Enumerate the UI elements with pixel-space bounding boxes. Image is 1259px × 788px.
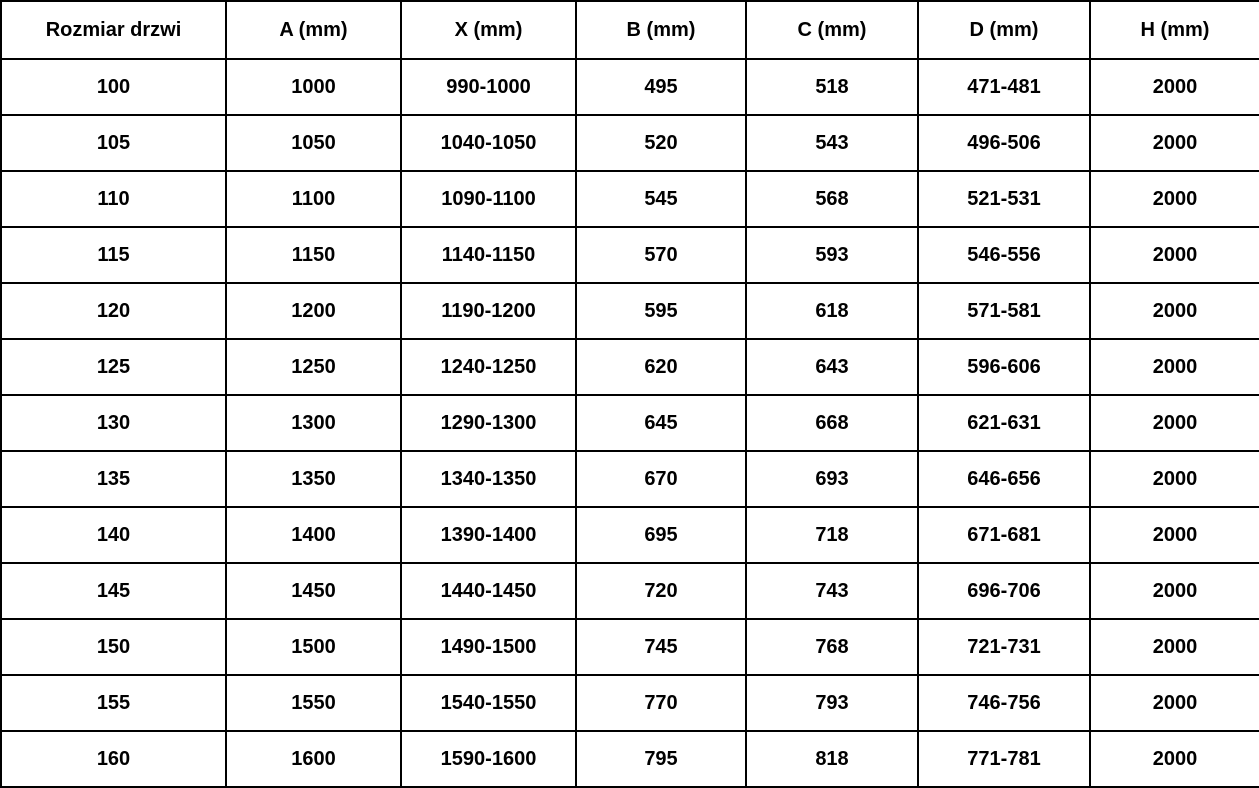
cell-door-size: 105	[1, 115, 226, 171]
cell-c: 543	[746, 115, 918, 171]
cell-x: 1540-1550	[401, 675, 576, 731]
cell-h: 2000	[1090, 115, 1259, 171]
cell-x: 1440-1450	[401, 563, 576, 619]
cell-a: 1450	[226, 563, 401, 619]
cell-d: 521-531	[918, 171, 1090, 227]
cell-c: 818	[746, 731, 918, 787]
cell-h: 2000	[1090, 507, 1259, 563]
cell-h: 2000	[1090, 339, 1259, 395]
table-row	[1, 339, 1259, 395]
table-row	[1, 115, 1259, 171]
cell-h: 2000	[1090, 227, 1259, 283]
cell-b: 670	[576, 451, 746, 507]
table-row	[1, 563, 1259, 619]
cell-c: 693	[746, 451, 918, 507]
cell-h: 2000	[1090, 451, 1259, 507]
cell-d: 696-706	[918, 563, 1090, 619]
cell-b: 645	[576, 395, 746, 451]
cell-b: 695	[576, 507, 746, 563]
column-header-a: A (mm)	[226, 1, 401, 59]
cell-x: 1340-1350	[401, 451, 576, 507]
cell-c: 743	[746, 563, 918, 619]
cell-x: 1040-1050	[401, 115, 576, 171]
cell-a: 1100	[226, 171, 401, 227]
cell-d: 746-756	[918, 675, 1090, 731]
cell-a: 1400	[226, 507, 401, 563]
cell-a: 1500	[226, 619, 401, 675]
cell-h: 2000	[1090, 171, 1259, 227]
cell-door-size: 135	[1, 451, 226, 507]
cell-door-size: 110	[1, 171, 226, 227]
table-row	[1, 283, 1259, 339]
table-row	[1, 451, 1259, 507]
cell-x: 1090-1100	[401, 171, 576, 227]
cell-d: 596-606	[918, 339, 1090, 395]
cell-a: 1550	[226, 675, 401, 731]
cell-h: 2000	[1090, 59, 1259, 115]
cell-c: 768	[746, 619, 918, 675]
cell-door-size: 160	[1, 731, 226, 787]
cell-x: 1390-1400	[401, 507, 576, 563]
cell-c: 793	[746, 675, 918, 731]
cell-c: 593	[746, 227, 918, 283]
cell-h: 2000	[1090, 619, 1259, 675]
cell-door-size: 130	[1, 395, 226, 451]
cell-d: 496-506	[918, 115, 1090, 171]
cell-d: 646-656	[918, 451, 1090, 507]
column-header-h: H (mm)	[1090, 1, 1259, 59]
column-header-d: D (mm)	[918, 1, 1090, 59]
cell-c: 618	[746, 283, 918, 339]
cell-b: 770	[576, 675, 746, 731]
cell-c: 518	[746, 59, 918, 115]
cell-c: 718	[746, 507, 918, 563]
cell-b: 595	[576, 283, 746, 339]
cell-a: 1050	[226, 115, 401, 171]
cell-h: 2000	[1090, 283, 1259, 339]
cell-door-size: 140	[1, 507, 226, 563]
cell-a: 1250	[226, 339, 401, 395]
cell-b: 795	[576, 731, 746, 787]
cell-door-size: 115	[1, 227, 226, 283]
table-row	[1, 731, 1259, 787]
cell-b: 495	[576, 59, 746, 115]
table-row	[1, 59, 1259, 115]
column-header-c: C (mm)	[746, 1, 918, 59]
cell-x: 1140-1150	[401, 227, 576, 283]
cell-c: 568	[746, 171, 918, 227]
cell-x: 1190-1200	[401, 283, 576, 339]
cell-d: 546-556	[918, 227, 1090, 283]
cell-a: 1300	[226, 395, 401, 451]
cell-door-size: 125	[1, 339, 226, 395]
cell-a: 1150	[226, 227, 401, 283]
cell-b: 545	[576, 171, 746, 227]
table-body	[1, 59, 1259, 787]
cell-d: 471-481	[918, 59, 1090, 115]
cell-door-size: 145	[1, 563, 226, 619]
cell-d: 621-631	[918, 395, 1090, 451]
table-row	[1, 227, 1259, 283]
cell-door-size: 120	[1, 283, 226, 339]
cell-door-size: 150	[1, 619, 226, 675]
cell-x: 990-1000	[401, 59, 576, 115]
cell-a: 1600	[226, 731, 401, 787]
cell-x: 1290-1300	[401, 395, 576, 451]
cell-b: 520	[576, 115, 746, 171]
table-row	[1, 675, 1259, 731]
cell-b: 570	[576, 227, 746, 283]
cell-h: 2000	[1090, 675, 1259, 731]
column-header-x: X (mm)	[401, 1, 576, 59]
cell-a: 1200	[226, 283, 401, 339]
column-header-b: B (mm)	[576, 1, 746, 59]
cell-door-size: 155	[1, 675, 226, 731]
cell-x: 1590-1600	[401, 731, 576, 787]
cell-h: 2000	[1090, 395, 1259, 451]
cell-d: 671-681	[918, 507, 1090, 563]
cell-d: 571-581	[918, 283, 1090, 339]
table-header-row	[1, 1, 1259, 59]
table-row	[1, 171, 1259, 227]
cell-d: 771-781	[918, 731, 1090, 787]
cell-b: 745	[576, 619, 746, 675]
table-row	[1, 507, 1259, 563]
table-row	[1, 395, 1259, 451]
column-header-door-size: Rozmiar drzwi	[1, 1, 226, 59]
cell-d: 721-731	[918, 619, 1090, 675]
cell-b: 620	[576, 339, 746, 395]
cell-a: 1000	[226, 59, 401, 115]
cell-door-size: 100	[1, 59, 226, 115]
cell-c: 668	[746, 395, 918, 451]
cell-h: 2000	[1090, 731, 1259, 787]
cell-a: 1350	[226, 451, 401, 507]
cell-x: 1490-1500	[401, 619, 576, 675]
cell-x: 1240-1250	[401, 339, 576, 395]
table-row	[1, 619, 1259, 675]
cell-c: 643	[746, 339, 918, 395]
cell-h: 2000	[1090, 563, 1259, 619]
cell-b: 720	[576, 563, 746, 619]
table-header	[1, 1, 1259, 59]
